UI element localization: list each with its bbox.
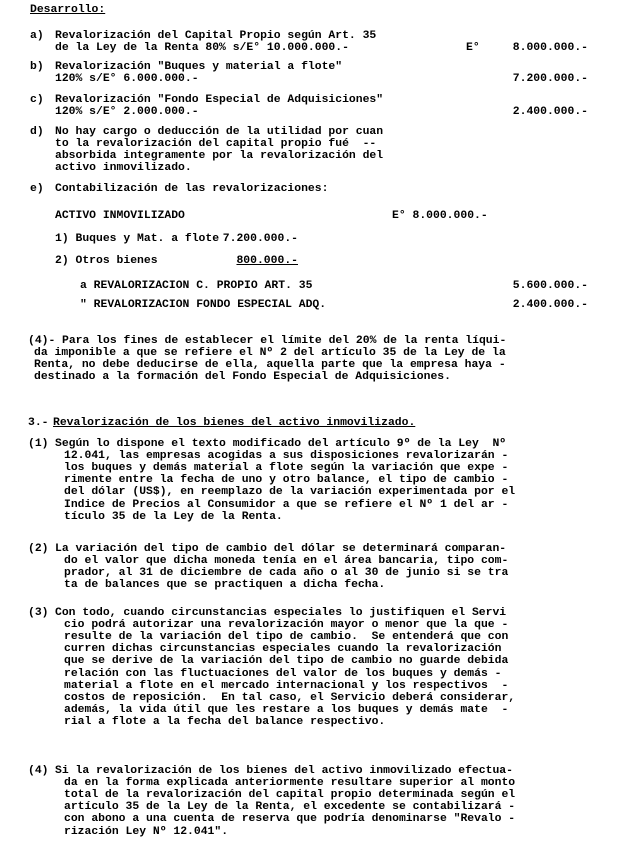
item-text-line: activo inmovilizado. <box>55 162 192 175</box>
paragraph-text-line: Si la revalorización de los bienes del activo inmovilizado efectua- <box>55 765 513 777</box>
paragraph-text-line: con abono a una cuenta de reserva que podría denominarse "Revalo - <box>64 813 516 826</box>
item-amount: 7.200.000.- <box>512 73 588 86</box>
paragraph-text-line: da en la forma explicada anteriormente resultare superior al monto <box>64 777 516 790</box>
note-text-line: da imponible a que se refiere el Nº 2 del artículo 35 de la Ley de la <box>34 347 506 360</box>
paragraph-text-line: del dólar (US$), en reemplazo de la variación experimentada por el <box>64 486 516 499</box>
paragraph-text-line: rial a flote a la fecha del balance respectivo. <box>64 715 386 728</box>
paragraph-text-line: ta de balances que se practiquen a dicha fecha. <box>64 579 386 592</box>
credit-entry-amount: 2.400.000.- <box>512 299 588 311</box>
sub-entry-amount: 7.200.000.- <box>222 233 298 245</box>
credit-entry-label: " REVALORIZACION FONDO ESPECIAL ADQ. <box>80 299 327 311</box>
paragraph-text-line: Con todo, cuando circunstancias especiales lo justifiquen el Servi <box>55 607 507 619</box>
paragraph-text-line: además, la vida útil que les restare a los buques y demás mate - <box>64 703 509 716</box>
note-text-line: destinado a la formación del Fondo Especial de Adquisiciones. <box>34 371 451 384</box>
item-label: b) <box>30 61 44 73</box>
sub-entry-amount: 800.000.- <box>236 255 298 267</box>
item-amount: 8.000.000.- <box>512 42 588 55</box>
paragraph-text-line: los buques y demás material a flote según la variación que expe - <box>64 462 509 475</box>
item-label: c) <box>30 94 44 106</box>
item-text-line: absorbida integramente por la revalorización del <box>55 150 384 163</box>
note-label: (4)- <box>28 335 56 347</box>
item-text-line: de la Ley de la Renta 80% s/E° 10.000.000.- <box>55 42 349 55</box>
paragraph-text-line: relación con las fluctuaciones del valor de los buques y demás - <box>64 667 502 680</box>
paragraph-text-line: curren dichas circunstancias especiales cuando la revalorización <box>64 643 502 656</box>
paragraph-text-line: tículo 35 de la Ley de la Renta. <box>64 510 283 523</box>
sub-entry-label: 1) Buques y Mat. a flote <box>55 233 220 245</box>
section-title: Revalorización de los bienes del activo inmovilizado. <box>53 417 416 429</box>
heading: Desarrollo: <box>30 4 106 16</box>
section-number: 3.- <box>28 417 49 429</box>
note-text-line: Renta, no debe deducirse de ella, aquella parte que la empresa haya - <box>34 359 506 372</box>
paragraph-label: (3) <box>28 607 49 619</box>
paragraph-text-line: material a flote en el mercado internacional y los respectivos - <box>64 679 509 692</box>
item-label: a) <box>30 30 44 42</box>
paragraph-text-line: Según lo dispone el texto modificado del artículo 9º de la Ley Nº <box>55 438 507 450</box>
item-text-line: Revalorización "Buques y material a flote" <box>55 61 343 73</box>
item-text-line: Contabilización de las revalorizaciones: <box>55 183 329 195</box>
paragraph-text-line: La variación del tipo de cambio del dólar se determinará comparan- <box>55 543 507 555</box>
paragraph-text-line: total de la revalorización del capital propio determinada según el <box>64 789 516 802</box>
paragraph-text-line: resulte de la variación del tipo de cambio. Se entenderá que con <box>64 631 509 644</box>
paragraph-label: (1) <box>28 438 49 450</box>
item-label: e) <box>30 183 44 195</box>
paragraph-text-line: do el valor que dicha moneda tenía en el área bancaria, tipo com- <box>64 555 509 568</box>
sub-entry-label: 2) Otros bienes <box>55 255 158 267</box>
item-text-line: No hay cargo o deducción de la utilidad por cuan <box>55 126 384 138</box>
note-text-line: Para los fines de establecer el límite del 20% de la renta líqui- <box>62 335 507 347</box>
paragraph-text-line: 12.041, las empresas acogidas a sus disposiciones revalorizarán - <box>64 450 509 463</box>
item-text-line: 120% s/E° 6.000.000.- <box>55 73 199 86</box>
currency-symbol: E° <box>466 42 480 55</box>
item-text-line: to la revalorización del capital propio fué -- <box>55 138 377 151</box>
credit-entry-label: a REVALORIZACION C. PROPIO ART. 35 <box>80 280 313 292</box>
item-text-line: Revalorización del Capital Propio según Art. 35 <box>55 30 377 42</box>
paragraph-text-line: cio podrá autorizar una revalorización mayor o menor que la que - <box>64 619 509 632</box>
item-label: d) <box>30 126 44 138</box>
paragraph-text-line: rimente entre la fecha de uno y otro balance, el tipo de cambio - <box>64 474 509 487</box>
paragraph-text-line: que se derive de la variación del tipo de cambio no guarde debida <box>64 655 509 668</box>
paragraph-label: (2) <box>28 543 49 555</box>
item-text-line: Revalorización "Fondo Especial de Adquisiciones" <box>55 94 384 106</box>
paragraph-text-line: rización Ley Nº 12.041". <box>64 825 229 838</box>
paragraph-text-line: prador, al 31 de diciembre de cada año o al 30 de junio si se tra <box>64 567 509 580</box>
paragraph-text-line: costos de reposición. En tal caso, el Servicio deberá considerar, <box>64 691 516 704</box>
credit-entry-amount: 5.600.000.- <box>512 280 588 292</box>
activo-amount: E° 8.000.000.- <box>392 210 488 222</box>
item-amount: 2.400.000.- <box>512 106 588 119</box>
item-text-line: 120% s/E° 2.000.000.- <box>55 106 199 119</box>
paragraph-text-line: Indice de Precios al Consumidor a que se refiere el Nº 1 del ar - <box>64 498 509 511</box>
activo-label: ACTIVO INMOVILIZADO <box>55 210 185 222</box>
paragraph-label: (4) <box>28 765 49 777</box>
paragraph-text-line: artículo 35 de la Ley de la Renta, el excedente se contabilizará - <box>64 801 516 814</box>
